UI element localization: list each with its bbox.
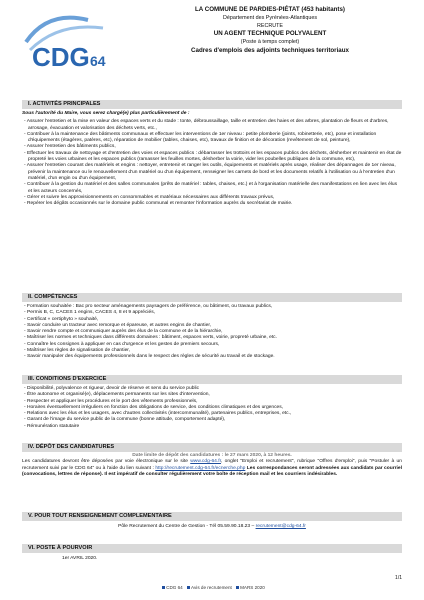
list-item: - Disponibilité, polyvalence et rigueur, devoir de réserve et sens du service public [24,386,200,391]
svg-text:64: 64 [90,53,106,69]
contact-email-link[interactable]: recrutement@cdg-64.fr [255,524,306,529]
cdg64-logo [18,12,128,72]
list-item: - Gérer et suivre les approvisionnements en consommables et matériaux nécessaires aux différents travaux prévus, [24,194,275,200]
recruits: RECRUTE [256,23,284,29]
bullet-icon [236,586,239,589]
list-item: - Assurer l'entretien des bâtiments publics, [24,144,116,150]
list-item: - Rémunération statutaire [24,423,80,429]
list-item: - Maîtriser les règles de signalisation de chantier, [24,348,131,354]
list-item: - Formation souhaitée : Bac pro secteur aménagements paysagers de préférence, ou bâtiment, ou travaux publics, [24,304,273,309]
section-applications [22,443,402,478]
list-item: - Effectuer les travaux de nettoyage et d'entretien des voies et espaces publics : débarrasser les trottoirs et les espaces publics des déchets, désherber et maintenir en état de propreté les voies urbaines et les espaces publics (ramasser les feuilles mortes, désherber la voirie, vider les poubelles publiques de la commune, etc), [24,150,402,163]
section-conditions [22,375,402,430]
list-item: - Être autonome et organisé(e), déplacements permanents sur les sites d'intervention, [24,392,210,398]
list-item: - Assurer l'entretien courant des matériels et engins : nettoyer, entretenir et ranger les outils, équipements et matériels après usage, réaliser des dépannages de 1er niveau, prévenir la maintenance ou le renouvellement d'un matériel ou d'un équipement, renseigner les carnets de bord et les documents relatifs à l'utilisation ou à l'entretien d'un matériel, d'un engin ou d'un équipement, [24,163,396,181]
page-number: 1/1 [395,575,402,581]
job-grade: Cadres d'emplois des adjoints techniques territoriaux [191,47,349,54]
list-item: - Assurer l'entretien et la mise en valeur des espaces verts et du stade : tonte, débroussaillage, taille et entretien des haies et des arbres, plantation de fleurs et d'arbres, arrosage, évacuation et valorisation des déchets verts, etc., [24,119,389,131]
section-skills [22,293,402,361]
section-title: V. POUR TOUT RENSEIGNEMENT COMPLEMENTAIRE [22,512,402,521]
bullet-icon [187,586,190,589]
section-title: I. ACTIVITÉS PRINCIPALES [22,100,402,109]
section-title: IV. DÉPÔT DES CANDIDATURES [22,443,402,452]
svg-text:CDG: CDG [32,42,90,72]
list-item: - Repérer les dégâts occasionnés sur le domaine public communal et remonter l'information auprès du secrétariat de mairie. [24,201,293,207]
list-item: - Connaître les consignes à appliquer en cas d'urgence et les gestes de premiers secours, [24,341,220,347]
list-item: - Horaires éventuellement irréguliers en fonction des obligations de service, des conditions climatiques et des urgences, [24,404,284,410]
list-item: - Respecter et appliquer les procédures et le port des vêtements professionnels, [24,398,198,404]
activities-list [22,119,402,207]
job-title: UN AGENT TECHNIQUE POLYVALENT [213,30,327,37]
list-item: - Maîtriser les normes et techniques dans différents domaines : bâtiment, espaces verts, voirie, propreté urbaine, etc. [24,335,277,341]
list-item: - Certificat « certiphyto » souhaité, [24,316,99,322]
cdg64-site-link[interactable]: www.cdg-64.fr [190,459,221,465]
section-activities [22,100,402,207]
list-item: - Garant de l'image du service public de la commune (bonne attitude, comportement adapté), [24,417,226,423]
section-start-date [22,544,402,562]
footer: CDG 64 Avis de recrutement MARS 2020 [0,585,424,590]
section-title: VI. POSTE À POURVOIR [22,544,402,553]
list-item: - Contribuer à la maintenance des bâtiments communaux et effectuer les interventions de 1er niveau : petite plomberie (joints, robinetterie, etc), pose et installation d'équipements (étagères, patères, etc), réparation de mobilier (tables, chaises, etc), travaux de finition et de décoration (revêtement de sol, peinture), [24,131,377,144]
section-title: III. CONDITIONS D'EXERCICE [22,375,402,384]
deadline: Date limite de dépôt des candidatures : le 27 mars 2020, à 12 heures. [132,453,292,458]
skills-list [22,304,402,361]
contact-text: Pôle Recrutement du Centre de Gestion - Tél 05.59.90.18.23 – [118,524,256,529]
list-item: - Savoir conduire un tracteur avec remorque et épareuse, et autres engins de chantier, [24,322,212,328]
application-text: Les candidatures devront être déposées par voie électronique sur le site www.cdg-64.fr, onglet "Emploi et recrutement", rubrique "Offres d'emploi", puis "Postuler à un recrutement suivi par le CDG 64" ou à l'aide du lien suivant : http://recrutement.cdg-64.fr/ecnerche.php Les correspondances seront adressées aux candidats par courriel (convocations, lettres de réponse). Il est impératif de consulter régulièrement votre boîte de réception mail et les courriers indésirables. [22,459,402,477]
job-time: (Poste à temps complet) [240,39,300,45]
commune-title: LA COMMUNE DE PARDIES-PIÉTAT (453 habitants) [195,6,345,13]
department: Département des Pyrénées-Atlantiques [222,15,318,21]
conditions-list [22,386,402,430]
section-title: II. COMPÉTENCES [22,293,402,302]
bullet-icon [162,586,165,589]
section-intro: Sous l'autorité du Maire, vous serez chargé(e) plus particulièrement de : [22,111,190,116]
list-item: - Savoir manipuler des équipements professionnels dans le respect des règles de sécurité au travail et de stockage. [24,354,275,360]
list-item: - Contribuer à la gestion du matériel et des salles communales (prêts de matériel : tables, chaises, etc.) et à l'organisation matérielle des manifestations en lien avec les élus et les acteurs concernés, [24,182,398,194]
header [120,5,420,55]
list-item: - Relations avec les élus et les usagers, avec d'autres collectivités (intercommunalité), partenaires publics, entreprises, etc., [24,411,292,417]
list-item: - Savoir rendre compte et communiquer auprès des élus de la commune et de la hiérarchie, [24,329,223,335]
start-date: 1er AVRIL 2020. [62,556,98,561]
list-item: - Permis B, C, CACES 1 engins, CACES 4, 8 et 9 appréciés, [24,310,156,316]
recruitment-link[interactable]: http://recrutement.cdg-64.fr/ecnerche.php [155,465,246,471]
section-contact [22,512,402,530]
